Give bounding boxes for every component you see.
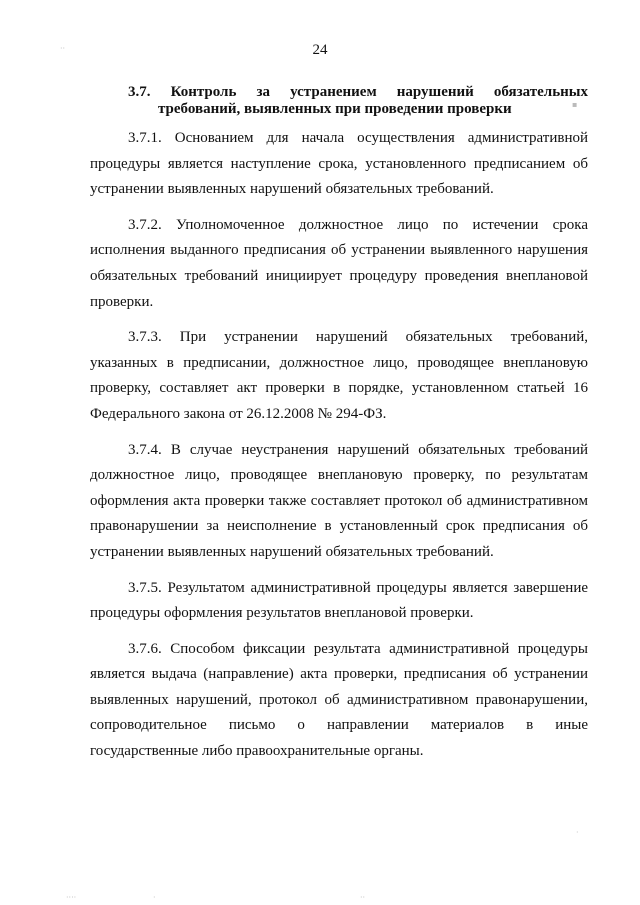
section-heading [128, 84, 588, 118]
paragraph-text: В случае неустранения нарушений обязательных требований должностное лицо, проводящее внеплановую проверку, по результатам оформления акта проверки также составляет протокол об административном правонарушении за неисполнение в установленный срок предписания об устранении выявленных нарушений обязательных требований. [90, 441, 588, 560]
scan-speck: ·· [360, 893, 366, 902]
paragraph-number: 3.7.4. [128, 441, 162, 458]
scan-speck: ·· [60, 44, 66, 53]
paragraph-text: Уполномоченное должностное лицо по истечении срока исполнения выданного предписания об устранении выявленного нарушения обязательных требований инициирует процедуру проведения внеплановой проверки. [90, 216, 589, 310]
paragraph-3-7-1 [90, 126, 588, 203]
document-body [90, 126, 588, 775]
paragraph-3-7-3 [90, 325, 588, 427]
paragraph-text: При устранении нарушений обязательных требований, указанных в предписании, должностное лицо, проводящее внеплановую проверку, составляет акт проверки в порядке, установленном статьей 16 Федерального закона от 26.12.2008 № 294-ФЗ. [90, 329, 589, 422]
scan-speck: ···· [66, 893, 77, 902]
paragraph-3-7-5 [90, 576, 588, 627]
paragraph-3-7-4 [90, 438, 588, 566]
paragraph-number: 3.7.3. [128, 329, 162, 346]
paragraph-number: 3.7.1. [128, 130, 162, 146]
paragraph-number: 3.7.5. [128, 579, 162, 596]
page-number: 24 [312, 42, 328, 58]
paragraph-number: 3.7.6. [128, 640, 162, 657]
section-heading-line-1: 3.7. Контроль за устранением нарушений обязательных [128, 84, 588, 100]
paragraph-3-7-2 [90, 213, 588, 315]
paragraph-3-7-6 [90, 637, 588, 765]
scan-speck: ▪ [572, 100, 578, 109]
scan-speck: · [153, 893, 156, 902]
section-heading-line-2: требований, выявленных при проведении проверки [158, 101, 512, 117]
paragraph-text: Способом фиксации результата административной процедуры является выдача (направление) акта проверки, предписания об устранении выявленных нарушений, протокол об административном правонарушении, сопроводительное письмо о направлении материалов в иные государственные либо правоохранительные органы. [90, 640, 588, 760]
scan-speck: · [576, 828, 579, 837]
paragraph-text: Основанием для начала осуществления административной процедуры является наступление срока, установленного предписанием об устранении выявленных нарушений обязательных требований. [90, 130, 589, 198]
paragraph-text: Результатом административной процедуры является завершение процедуры оформления результатов внеплановой проверки. [90, 579, 589, 622]
paragraph-number: 3.7.2. [128, 216, 162, 233]
